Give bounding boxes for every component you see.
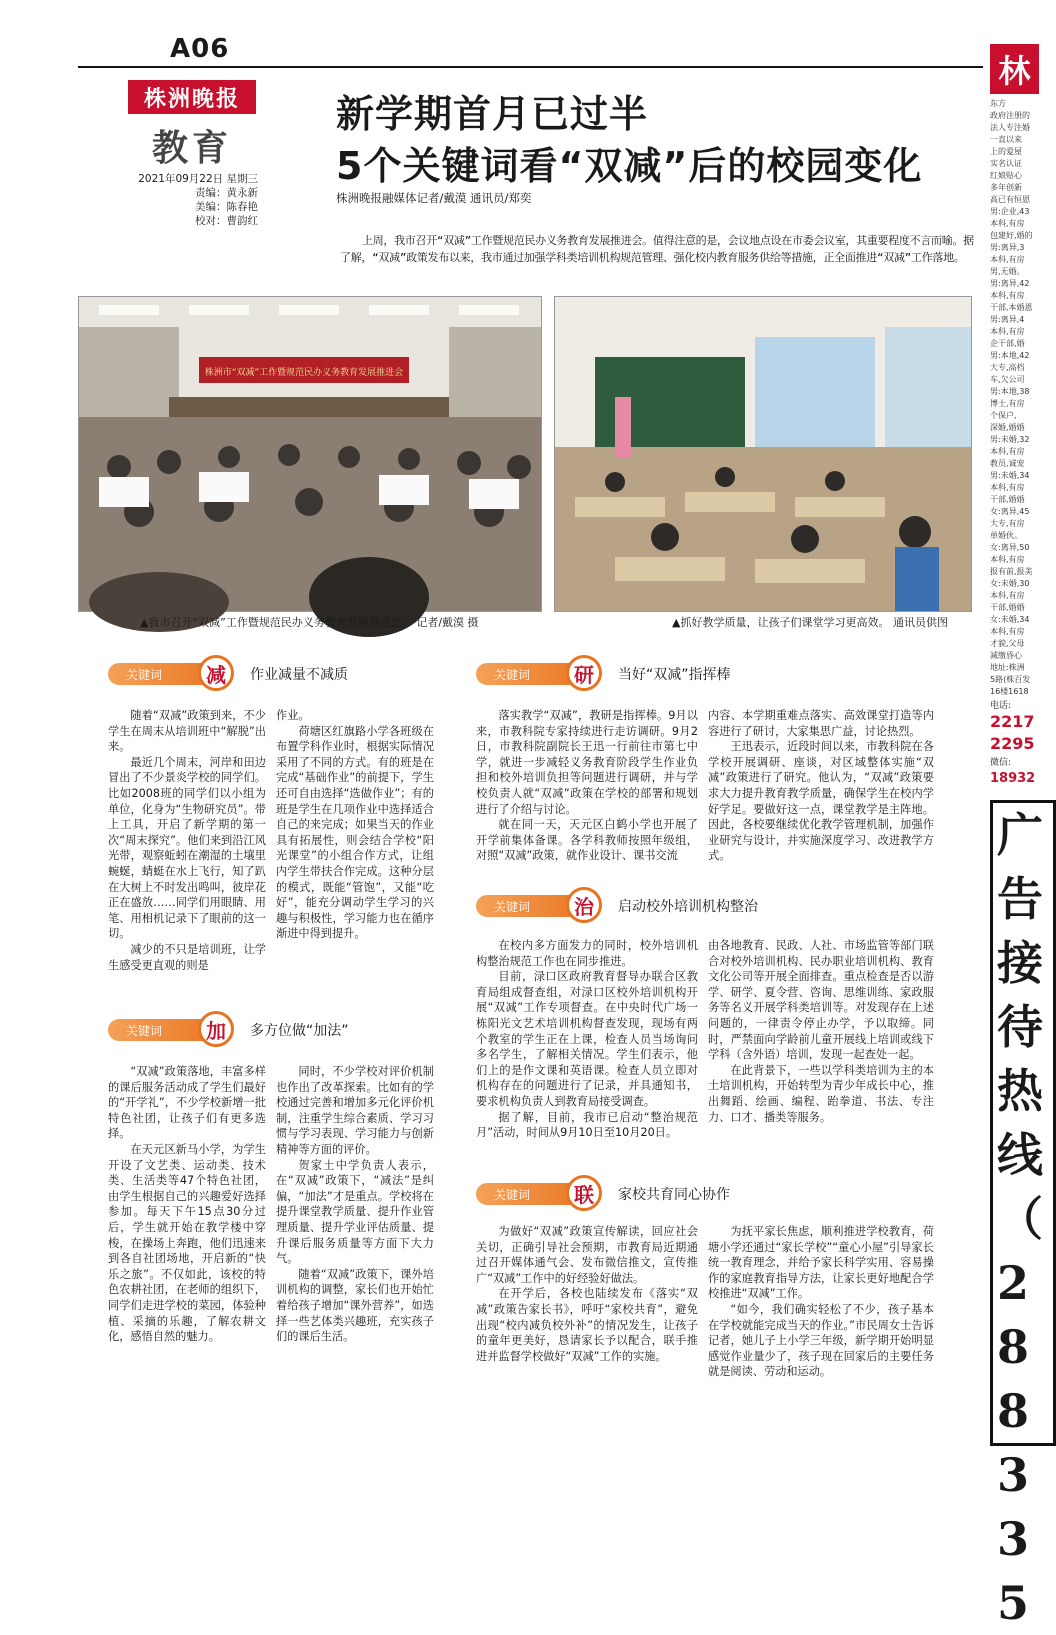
sidebar-line: 干部,婚婚 — [990, 495, 1025, 504]
sidebar-line: 东方 — [990, 99, 1006, 108]
article-column — [708, 708, 934, 864]
sidebar-line: 干部,本婚恩 — [990, 303, 1033, 312]
keyword-char: 加 — [198, 1011, 234, 1047]
sidebar-line: 法人专注婚 — [990, 123, 1030, 132]
sidebar-line: 个保户, — [990, 411, 1017, 420]
article-column — [276, 1064, 434, 1345]
paragraph: 在此背景下，一些以学科类培训为主的本土培训机构，开始转型为青少年成长中心，推出舞蹈、绘画、编程、跆拳道、书法、专注力、口才、播类等服务。 — [708, 1063, 934, 1124]
sidebar-line: 女:离异,45 — [990, 507, 1030, 516]
meeting-photo-caption: ▲我市召开“双减”工作暨规范民办义务教育发展推进会。 记者/戴漠 摄 — [140, 616, 479, 629]
paragraph: 在开学后，各校也陆续发布《落实“双减”政策告家长书》，呼吁“家校共育”，避免出现“校内减负校外补”的情况发生，让孩子的童年更美好，恳请家长予以配合，联手推进并监督学校做好“双减”工作的实施。 — [476, 1287, 698, 1363]
keyword-char: 治 — [566, 887, 602, 923]
keyword-label: 关键词 — [126, 667, 163, 682]
paragraph: 荷塘区红旗路小学各班级在布置学科作业时，根据实际情况采用了不同的方式。有的班是在完成“基础作业”的前提下，学生还可自由选择“选做作业”；有的班是学生在几项作业中选择适合自己的来完成；如果当天的作业具有拓展性，则会结合学校“阳光课堂”的小组合作方式，让组内学生带扶合作完成。这种分层的模式，既能“管饱”，又能“吃好”，能充分调动学生学习的兴趣与积极性，学习能力也在循序渐进中得到提升。 — [276, 724, 434, 941]
paragraph: 随着“双减”政策下，课外培训机构的调整，家长们也开始忙着给孩子增加“课外营养”，如选择一些艺体类兴趣班，充实孩子们的课后生活。 — [276, 1267, 434, 1344]
sidebar-line: 上的爱屋 — [990, 147, 1022, 156]
paragraph: 落实教学“双减”，教研是指挥棒。9月以来，市教科院专家持续进行走访调研。9月2日，市教科院副院长王迅一行前往市第七中学，就进一步减轻义务教育阶段学生作业负担和校外培训负担等问题进行调研，并与学校负责人就“双减”政策在学校的部署和规划进行了介绍与讨论。 — [476, 709, 698, 816]
sidebar-line: 政府注册的 — [990, 111, 1030, 120]
paragraph: “如今，我们确实轻松了不少，孩子基本在学校就能完成当天的作业。”市民周女士告诉记者，她儿子上小学三年级，新学期开始明显感觉作业量少了，孩子现在回家后的主要任务就是阅读、劳动和运动。 — [708, 1302, 934, 1379]
article-column — [108, 1064, 266, 1345]
sidebar-line: 男:本地,42 — [990, 351, 1030, 360]
sidebar-line: 男:未婚,34 — [990, 471, 1030, 480]
sidebar-line: 多年创新 — [990, 183, 1022, 192]
headline-line1: 新学期首月已过半 — [336, 92, 649, 136]
ad-hotline-char: 3 — [997, 1448, 1030, 1502]
sidebar-listing — [990, 94, 1039, 698]
sidebar-phone-2: 2295 — [990, 734, 1035, 753]
sidebar-line: 才貌,父母 — [990, 639, 1025, 648]
sidebar-line: 高已有恒恩 — [990, 195, 1030, 204]
keyword-title: 启动校外培训机构整治 — [618, 899, 758, 915]
ad-hotline-char: 待 — [997, 1000, 1043, 1054]
sidebar-line: 本科,有房 — [990, 483, 1025, 492]
sidebar-line: 大专,高档 — [990, 363, 1025, 372]
sidebar-line: 报有前,报美 — [990, 567, 1033, 576]
article-column — [476, 708, 698, 864]
paragraph: 作业。 — [276, 709, 310, 722]
proof-credit: 校对：曹韵红 — [195, 215, 258, 227]
keyword-heading-yan — [476, 656, 731, 692]
sidebar-line: 本科,有房 — [990, 219, 1025, 228]
sidebar-head: 林 — [990, 44, 1039, 94]
keyword-title: 作业减量不减质 — [250, 667, 348, 683]
sidebar-line: 本科,有房 — [990, 327, 1025, 336]
meeting-photo — [78, 296, 542, 612]
sidebar-line: 女:离异,50 — [990, 543, 1030, 552]
article-column — [708, 1224, 934, 1380]
paragraph: 内容、本学期重难点落实、高效课堂打造等内容进行了研讨，大家集思广益，讨论热烈。 — [708, 709, 934, 738]
article-column — [476, 938, 698, 1141]
keyword-tag — [108, 663, 228, 685]
lead-paragraph: 上周，我市召开“双减”工作暨规范民办义务教育发展推进会。值得注意的是，会议地点设在市委会议室，其重要程度不言而喻。据了解，“双减”政策发布以来，我市通过加强学科类培训机构规范管理、强化校内教育服务供给等措施，正全面推进“双减”工作落地。 — [340, 234, 974, 264]
paragraph: 为做好“双减”政策宣传解读，回应社会关切，正确引导社会预期，市教育局近期通过召开媒体通气会、发布微信推文，宣传推广“双减”工作中的好经验好做法。 — [476, 1225, 698, 1285]
sidebar-line: 一直以来 — [990, 135, 1022, 144]
article-column — [108, 708, 266, 973]
sidebar-line: 16楼1618 — [990, 687, 1029, 696]
paragraph: 贺家土中学负责人表示，在“双减”政策下，“减法”是纠偏，“加法”才是重点。学校将在提升课堂教学质量、提升作业管理质量、提升学业评估质量、提升课后服务质量等方面下大力气。 — [276, 1158, 434, 1266]
sidebar-line: 男:未婚,32 — [990, 435, 1030, 444]
sidebar-line: 减缴昏心 — [990, 651, 1022, 660]
paragraph: 目前，渌口区政府教育督导办联合区教育局组成督查组，对渌口区校外培训机构开展“双减”工作专项督查。在中央时代广场一栋阳光文艺术培训机构督查发现，现场有两个教室的学生正在上课，检查人员当场询问多名学生，了解相关情况。学生们表示，他们上的是作文课和英语课。检查人员立即对机构存在的问题进行了记录，并具通知书，要求机构负责人到教育局接受调查。 — [476, 970, 698, 1108]
sidebar-line: 女:未婚,34 — [990, 615, 1030, 624]
article-column — [708, 938, 934, 1125]
editor-credit: 责编：黄永新 — [195, 187, 258, 199]
keyword-title: 当好“双减”指挥棒 — [618, 667, 731, 683]
sidebar-ad-strip — [990, 44, 1043, 1630]
sidebar-line: 男:离异,42 — [990, 279, 1030, 288]
paragraph: 随着“双减”政策到来，不少学生在周末从培训班中“解脱”出来。 — [108, 709, 266, 754]
ad-hotline-char: 接 — [997, 936, 1043, 990]
paragraph: 王迅表示，近段时间以来，市教科院在各学校开展调研、座谈，对区域整体实施“双减”政策进行了研究。他认为，“双减”政策要求大力提升教育教学质量，确保学生在校内学好学足。要做好这一点，课堂教学是主阵地。因此，各校要继续优化教学管理机制，加强作业研究与设计，并实施深度学习、改进教学方式。 — [708, 740, 934, 863]
ad-hotline-char: （ — [997, 1192, 1043, 1246]
paragraph: 据了解，目前，我市已启动“整治规范月”活动，时间从9月10日至10月20日。 — [476, 1110, 698, 1140]
sidebar-line: 干部,婚婚 — [990, 603, 1025, 612]
keyword-label: 关键词 — [494, 1187, 531, 1202]
keyword-tag — [108, 1019, 228, 1041]
sidebar-line: 女:未婚,30 — [990, 579, 1030, 588]
sidebar-line: 本科,有房 — [990, 447, 1025, 456]
paragraph: 最近几个周末，河岸和田边冒出了不少景炎学校的同学们。比如2008班的同学们以小组为单位，化身为“生物研究员”。带上工具，开启了新学期的第一次“周末探究”。他们来到沿江风光带，观察蚯蚓在潮湿的土壤里蜿蜒，蜻蜓在水上飞行，知了趴在大树上不时发出鸣叫，彼岸花正在盛放……同学们用眼睛、用笔、用相机记录下了眼前的这一切。 — [108, 755, 266, 941]
ad-hotline-char: 3 — [997, 1512, 1030, 1566]
keyword-tag — [476, 1183, 596, 1205]
paragraph: 为抚平家长焦虑，顺利推进学校教育，荷塘小学还通过“家长学校”“童心小屋”引导家长统一教育理念，并给予家长科学实用、容易操作的家庭教育指导方法，让家长更好地配合学校推进“双减”工作。 — [708, 1225, 934, 1301]
sidebar-line: 深婚,婚婚 — [990, 423, 1025, 432]
sidebar-line: 本科,有房 — [990, 627, 1025, 636]
keyword-title: 多方位做“加法” — [250, 1023, 349, 1039]
ad-hotline-box — [990, 800, 1056, 1630]
ad-hotline-char: 8 — [997, 1384, 1030, 1438]
keyword-char: 减 — [198, 655, 234, 691]
ad-hotline-char: 5 — [997, 1576, 1030, 1630]
keyword-char: 研 — [566, 655, 602, 691]
sidebar-line: 本科,有房 — [990, 291, 1025, 300]
paragraph: “双减”政策落地，丰富多样的课后服务活动成了学生们最好的“开学礼”，不少学校新增一批特色社团，让孩子们有更多选择。 — [108, 1065, 266, 1141]
sidebar-line: 包建好,婚的 — [990, 231, 1033, 240]
sidebar-line: 教员,诚宠 — [990, 459, 1025, 468]
paragraph: 减少的不只是培训班，让学生感受更直观的则是 — [108, 942, 266, 972]
ad-hotline-char: 广 — [997, 808, 1043, 862]
sidebar-line: 本科,有房 — [990, 591, 1025, 600]
headline — [336, 88, 922, 192]
keyword-tag — [476, 663, 596, 685]
sidebar-line: 本科,有房 — [990, 255, 1025, 264]
byline: 株洲晚报融媒体记者/戴漠 通讯员/郑奕 — [336, 191, 532, 205]
sidebar-wechat: 18932 — [990, 771, 1036, 786]
sidebar-line: 5路(株百发 — [990, 675, 1031, 684]
sidebar-line: 男:本地,38 — [990, 387, 1030, 396]
ad-hotline-char: 8 — [997, 1320, 1030, 1374]
ad-hotline-char: 线 — [997, 1128, 1043, 1182]
classroom-photo — [554, 296, 972, 612]
paragraph: 由各地教育、民政、人社、市场监管等部门联合对校外培训机构、民办职业培训机构、教育文化公司等开展全面排查。重点检查是否以游学、研学、夏令营、咨询、思维训练、家政服务等名义开展学科类培训等。对发现存在上述问题的，一律责令停止办学，予以取缔。同时，严禁面向学龄前儿童开展线上培训或线下学科（含外语）培训，发现一起查处一起。 — [708, 939, 934, 1062]
article-column — [476, 1224, 698, 1364]
sidebar-line: 男:企业,43 — [990, 207, 1030, 216]
ad-hotline-char: 2 — [997, 1256, 1030, 1310]
designer-credit: 美编：陈春艳 — [195, 201, 258, 213]
sidebar-line: 地址:株洲 — [990, 663, 1025, 672]
keyword-char: 联 — [566, 1175, 602, 1211]
masthead-logo: 株洲晚报 — [128, 80, 256, 114]
section-title: 教育 — [152, 127, 233, 169]
meeting-banner: 株洲市“双减”工作暨规范民办义务教育发展推进会 — [204, 368, 404, 378]
sidebar-line: 男:离异,3 — [990, 243, 1025, 252]
keyword-heading-jia — [108, 1012, 349, 1048]
sidebar-line: 博士,有房 — [990, 399, 1025, 408]
ad-hotline-char: 热 — [997, 1064, 1043, 1118]
sidebar-line: 企干部,婚 — [990, 339, 1025, 348]
keyword-label: 关键词 — [494, 899, 531, 914]
classroom-photo-caption: ▲抓好教学质量，让孩子们课堂学习更高效。 通讯员供图 — [672, 616, 948, 629]
headline-line2: 5个关键词看“双减”后的校园变化 — [336, 144, 923, 188]
sidebar-line: 男:离异,4 — [990, 315, 1025, 324]
keyword-heading-zhi — [476, 888, 758, 924]
paragraph: 同时，不少学校对评价机制也作出了改革探索。比如有的学校通过完善和增加多元化评价机制，注重学生综合素质、学习习惯与学习表现、学习能力与创新精神等方面的评价。 — [276, 1065, 434, 1156]
top-rule — [78, 66, 983, 68]
sidebar-line: 实名认证 — [990, 159, 1022, 168]
keyword-label: 关键词 — [126, 1023, 163, 1038]
sidebar-line: 男,无婚。 — [990, 267, 1025, 276]
sidebar-line: 车,欠公司 — [990, 375, 1025, 384]
keyword-label: 关键词 — [494, 667, 531, 682]
sidebar-wechat-label: 微信: — [990, 758, 1012, 768]
ad-hotline-char: 告 — [997, 872, 1043, 926]
edition-meta — [128, 172, 258, 228]
sidebar-line: 单婚伙。 — [990, 531, 1022, 540]
keyword-title: 家校共育同心协作 — [618, 1187, 730, 1203]
sidebar-phone-label: 电话: — [990, 701, 1012, 711]
paragraph: 就在同一天，天元区白鹤小学也开展了开学前集体备课。各学科教师按照年级组，对照“双减”政策，就作业设计、课书交流 — [476, 818, 698, 863]
sidebar-line: 红娘贴心 — [990, 171, 1022, 180]
sidebar-line: 大专,有房 — [990, 519, 1025, 528]
paragraph: 在天元区新马小学，为学生开设了文艺类、运动类、技术类、生活类等47个特色社团，由学生根据自己的兴趣爱好选择参加。每天下午15点30分过后，学生就开始在教学楼中穿梭，在操场上奔跑，他们迅速来到各自社团场地，开启新的“快乐之旅”。不仅如此，该校的特色农耕社团，在老师的组织下，同学们走进学校的菜园，体验种植、采摘的乐趣，了解农耕文化，感悟自然的魅力。 — [108, 1142, 266, 1344]
edition-date: 2021年09月22日 星期三 — [138, 173, 258, 185]
keyword-heading-lian — [476, 1176, 730, 1212]
keyword-tag — [476, 895, 596, 917]
keyword-heading-jian — [108, 656, 348, 692]
page-number: A06 — [170, 34, 230, 64]
sidebar-line: 本科,有房 — [990, 555, 1025, 564]
sidebar-phone-1: 2217 — [990, 712, 1035, 731]
article-column — [276, 708, 434, 942]
paragraph: 在校内多方面发力的同时，校外培训机构整治规范工作也在同步推进。 — [476, 939, 698, 968]
